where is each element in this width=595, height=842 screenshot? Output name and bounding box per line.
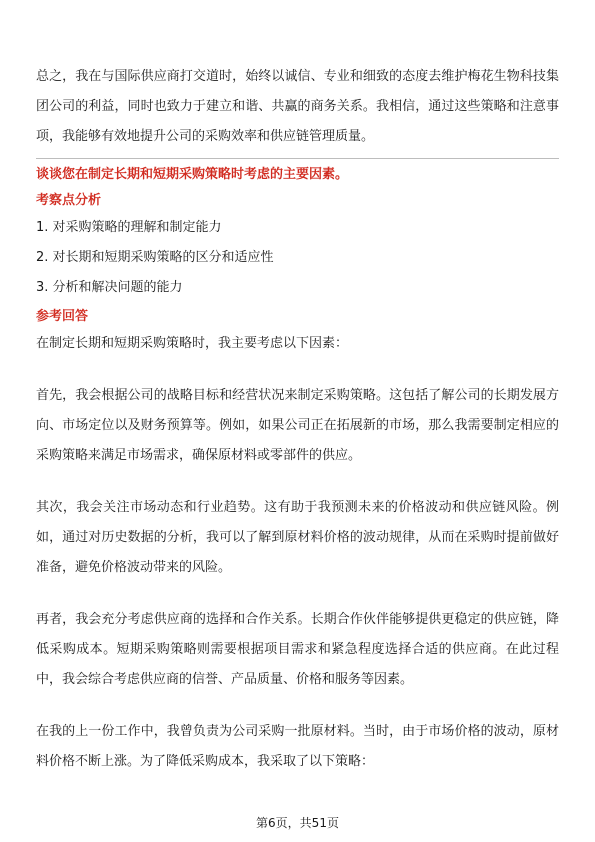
- answer-paragraph: 首先，我会根据公司的战略目标和经营状况来制定采购策略。这包括了解公司的长期发展方向、市场定位以及财务预算等。例如，如果公司正在拓展新的市场，那么我需要制定相应的采购策略来满足市场需求，确保原材料或零部件的供应。: [36, 388, 559, 463]
- paragraph-gap: [36, 695, 559, 717]
- answer-paragraph: 在我的上一份工作中，我曾负责为公司采购一批原材料。当时，由于市场价格的波动，原材料价格不断上涨。为了降低采购成本，我采取了以下策略：: [36, 724, 559, 769]
- analysis-item: 1. 对采购策略的理解和制定能力: [36, 220, 222, 235]
- page-content: [36, 56, 559, 777]
- intro-paragraph: 总之，我在与国际供应商打交道时，始终以诚信、专业和细致的态度去维护梅花生物科技集团公司的利益，同时也致力于建立和谐、共赢的商务关系。我相信，通过这些策略和注意事项，我能够有效地提升公司的采购效率和供应链管理质量。: [36, 69, 559, 144]
- answer-paragraph: 再者，我会充分考虑供应商的选择和合作关系。长期合作伙伴能够提供更稳定的供应链，降低采购成本。短期采购策略则需要根据项目需求和紧急程度选择合适的供应商。在此过程中，我会综合考虑供应商的信誉、产品质量、价格和服务等因素。: [36, 612, 559, 687]
- analysis-item: 2. 对长期和短期采购策略的区分和适应性: [36, 250, 274, 265]
- answer-lead: 在制定长期和短期采购策略时，我主要考虑以下因素：: [36, 336, 349, 351]
- answer-paragraph: 其次，我会关注市场动态和行业趋势。这有助于我预测未来的价格波动和供应链风险。例如，通过对历史数据的分析，我可以了解到原材料价格的波动规律，从而在采购时提前做好准备，避免价格波动带来的风险。: [36, 500, 559, 575]
- analysis-item: 3. 分析和解决问题的能力: [36, 280, 183, 295]
- question-title: 谈谈您在制定长期和短期采购策略时考虑的主要因素。: [36, 167, 349, 182]
- section-divider: [36, 158, 559, 159]
- paragraph-gap: [36, 359, 559, 381]
- analysis-heading: 考察点分析: [36, 193, 102, 208]
- page-number: 第6页，共51页: [256, 816, 339, 830]
- answer-heading: 参考回答: [36, 309, 89, 324]
- paragraph-gap: [36, 471, 559, 493]
- analysis-list: [36, 213, 559, 303]
- paragraph-gap: [36, 583, 559, 605]
